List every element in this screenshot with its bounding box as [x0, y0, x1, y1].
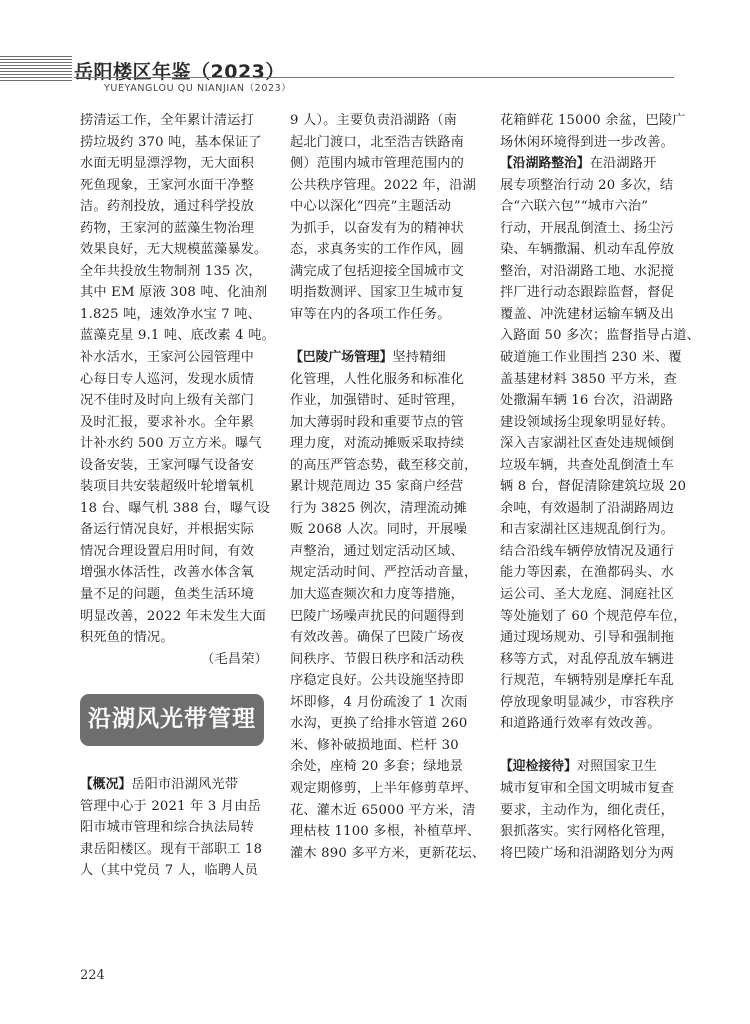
text-line: 辆 8 台，督促清除建筑垃圾 20 [500, 479, 687, 495]
text-line: 满完成了包括迎接全国城市文 [290, 263, 465, 279]
overview-heading: 【概况】 [80, 777, 132, 793]
text-line: 况不佳时及时向上级有关部门 [80, 393, 255, 409]
header-rule [74, 77, 674, 78]
column-1 [80, 110, 275, 882]
author-credit: （毛昌荣） [201, 651, 268, 667]
running-header-subtitle: YUEYANGLOU QU NIANJIAN（2023） [104, 83, 292, 94]
text-line: 管理中心于 2021 年 3 月由岳 [80, 798, 262, 814]
text-line: 装项目共安装超级叶轮增氧机 [80, 479, 255, 495]
text-line: 中心以深化“四亮”主题活动 [290, 199, 452, 215]
text-line: 观定期修剪，上半年修剪草坪、 [290, 780, 478, 796]
text-line: 垃圾车辆，共查处乱倒渣土车 [500, 457, 675, 473]
text-line: 18 台、曝气机 388 台，曝气设 [80, 500, 271, 516]
text-line: 洁。药剂投放，通过科学投放 [80, 199, 255, 215]
text-line: 建设领域扬尘现象明显好转。 [500, 414, 675, 430]
text-line: 展专项整治行动 20 多次，结 [500, 177, 674, 193]
inspect-first-line: 【迎检接待】对照国家卫生 [500, 759, 658, 775]
text-line: 明指数测评、国家卫生城市复 [290, 285, 465, 301]
text-line: 补水活水，王家河公园管理中 [80, 350, 255, 366]
road-heading: 【沿湖路整治】 [500, 156, 590, 172]
road-first-line: 【沿湖路整治】在沿湖路开 [500, 156, 657, 172]
inspect-paragraph [500, 778, 690, 864]
text-line: 积死鱼的情况。 [80, 630, 174, 646]
text-line: 能力等因素，在渔都码头、水 [500, 565, 675, 581]
text-line: 加大薄弱时段和重要节点的管 [290, 414, 465, 430]
text-line: 水面无明显漂浮物，无大面积 [80, 156, 255, 172]
text-line: 理枯枝 1100 多根，补植草坪、 [290, 824, 481, 840]
text-line: 9 人）。主要负责沿湖路（南 [290, 113, 458, 128]
text-line: 余吨，有效遏制了沿湖路周边 [500, 500, 675, 516]
text-line: 声整治，通过划定活动区域、 [290, 543, 465, 559]
text-line: 审等在内的各项工作任务。 [290, 306, 451, 322]
text-line: 花箱鲜花 15000 余盆，巴陵广 [500, 113, 686, 128]
text-line: 行动，开展乱倒渣土、扬尘污 [500, 220, 675, 236]
text-line: 备运行情况良好，并根据实际 [80, 522, 255, 538]
text-line: 盖基建材料 3850 平方米，查 [500, 371, 678, 387]
text-line: 结合沿线车辆停放情况及通行 [500, 543, 675, 559]
text-line: 狠抓落实。实行网格化管理， [500, 824, 675, 840]
text-line: 公共秩序管理。2022 年，沿湖 [290, 177, 477, 193]
text-line: 蓝藻克星 9.1 吨、底改素 4 吨。 [80, 328, 275, 344]
text-line: 明显改善，2022 年未发生大面 [80, 608, 267, 624]
center-duties-paragraph [290, 110, 478, 325]
text-line: 情况合理设置启用时间，有效 [80, 543, 255, 559]
text-line: 通过现场规劝、引导和强制拖 [500, 630, 675, 646]
text-line: 量不足的问题，鱼类生活环境 [80, 587, 255, 603]
text-line: 作业，加强错时、延时管理， [290, 393, 465, 409]
header-stripe-decoration [0, 56, 72, 82]
text-line: 人（其中党员 7 人，临聘人员 [80, 863, 259, 879]
text-line: 间秩序、节假日秩序和活动秩 [290, 651, 465, 667]
text-line: 城市复审和全国文明城市复查 [500, 780, 675, 796]
text-line: 深入吉家湖社区查处违规倾倒 [500, 436, 675, 452]
text-line: 态，求真务实的工作作风，圆 [290, 242, 465, 258]
text-line: 累计规范周边 35 家商户经营 [290, 479, 464, 495]
text-line: 有效改善。确保了巴陵广场夜 [290, 630, 465, 646]
text-line: 理力度，对流动摊贩采取持续 [290, 436, 465, 452]
road-paragraph [500, 175, 701, 735]
text-line: 巴陵广场噪声扰民的问题得到 [290, 608, 465, 624]
text-line: 增强水体活性，改善水体含氧 [80, 565, 255, 581]
column-2 [290, 110, 486, 864]
plaza-heading: 【巴陵广场管理】 [290, 350, 393, 366]
text-line: 等处施划了 60 个规范停车位， [500, 608, 687, 624]
page-number: 224 [80, 968, 105, 983]
text-line: 贩 2068 人次。同时，开展噪 [290, 522, 468, 538]
text-line: 合“六联六包”“城市六治” [500, 199, 649, 215]
text-line: 药物，王家河的蓝藻生物治理 [80, 220, 255, 236]
text-line: 阳市城市管理和综合执法局转 [80, 820, 255, 836]
text-line: 1.825 吨，速效净水宝 7 吨、 [80, 306, 262, 322]
text-line: 停放现象明显减少，市容秩序 [500, 694, 675, 710]
text-line: 米、修补破损地面、栏杆 30 [290, 737, 459, 753]
text-line: 要求，主动作为，细化责任， [500, 802, 675, 818]
text-line: 效果良好，无大规模蓝藻暴发。 [80, 242, 268, 258]
text-line: 侧）范围内城市管理范围内的 [290, 156, 465, 172]
text-line: 心每日专人巡河，发现水质情 [80, 371, 255, 387]
text-line: 灌木 890 多平方米，更新花坛、 [290, 845, 486, 861]
text-line: 及时汇报，要求补水。全年累 [80, 414, 255, 430]
plaza-continued-paragraph [500, 110, 690, 153]
text-line: 水沟，更换了给排水管道 260 [290, 716, 468, 732]
water-management-paragraph [80, 110, 275, 649]
text-line: 设备安装，王家河曝气设备安 [80, 457, 255, 473]
text-line: 花、灌木近 65000 平方米，清 [290, 802, 476, 818]
text-line: 为抓手，以奋发有为的精神状 [290, 220, 465, 236]
text-line: 捞清运工作，全年累计清运打 [80, 113, 255, 128]
overview-first-line: 【概况】岳阳市沿湖风光带 [80, 777, 239, 793]
text-line: 将巴陵广场和沿湖路划分为两 [500, 845, 675, 861]
text-line: 拌厂进行动态跟踪监督，督促 [500, 285, 675, 301]
text-line: 破道施工作业围挡 230 米、覆 [500, 350, 682, 366]
text-line: 和道路通行效率有效改善。 [500, 716, 661, 732]
text-line: 的高压严管态势，截至移交前， [290, 457, 478, 473]
overview-paragraph [80, 796, 268, 882]
text-line: 加大巡查频次和力度等措施， [290, 587, 465, 603]
column-3 [500, 110, 701, 864]
inspect-heading: 【迎检接待】 [500, 759, 577, 775]
text-line: 计补水约 500 万立方米。曝气 [80, 436, 262, 452]
section-title-banner [80, 694, 264, 746]
text-line: 捞垃圾约 370 吨，基本保证了 [80, 134, 262, 150]
text-line: 坏即修，4 月份疏浚了 1 次雨 [290, 694, 468, 710]
text-line: 和吉家湖社区违规乱倒行为。 [500, 522, 675, 538]
text-line: 起北门渡口，北至浩吉铁路南 [290, 134, 465, 150]
text-line: 隶岳阳楼区。现有干部职工 18 [80, 841, 263, 857]
text-line: 运公司、圣大龙庭、洞庭社区 [500, 587, 675, 603]
running-header-title: 岳阳楼区年鉴（2023） [74, 61, 285, 83]
text-line: 行规范，车辆特别是摩托车乱 [500, 673, 675, 689]
text-line: 死鱼现象，王家河水面干净整 [80, 177, 255, 193]
text-line: 入路面 50 多次；监督指导占道、 [500, 328, 701, 344]
text-line: 场休闲环境得到进一步改善。 [500, 134, 675, 150]
text-line: 染、车辆撒漏、机动车乱停放 [500, 242, 675, 258]
plaza-paragraph [290, 369, 486, 865]
text-line: 其中 EM 原液 308 吨、化油剂 [80, 285, 268, 301]
section-title: 沿湖风光带管理 [88, 706, 256, 733]
text-line: 行为 3825 例次，清理流动摊 [290, 500, 468, 516]
text-line: 处撒漏车辆 16 台次，沿湖路 [500, 393, 674, 409]
text-line: 余处，座椅 20 多套；绿地景 [290, 759, 464, 775]
text-line: 整治，对沿湖路工地、水泥搅 [500, 263, 675, 279]
text-line: 全年共投放生物制剂 135 次， [80, 263, 262, 279]
text-line: 规定活动时间、严控活动音量， [290, 565, 478, 581]
text-line: 化管理，人性化服务和标准化 [290, 371, 465, 387]
text-line: 序稳定良好。公共设施坚持即 [290, 673, 465, 689]
text-line: 覆盖、冲洗建材运输车辆及出 [500, 306, 675, 322]
plaza-first-line: 【巴陵广场管理】坚持精细 [290, 350, 446, 366]
text-line: 移等方式，对乱停乱放车辆进 [500, 651, 675, 667]
